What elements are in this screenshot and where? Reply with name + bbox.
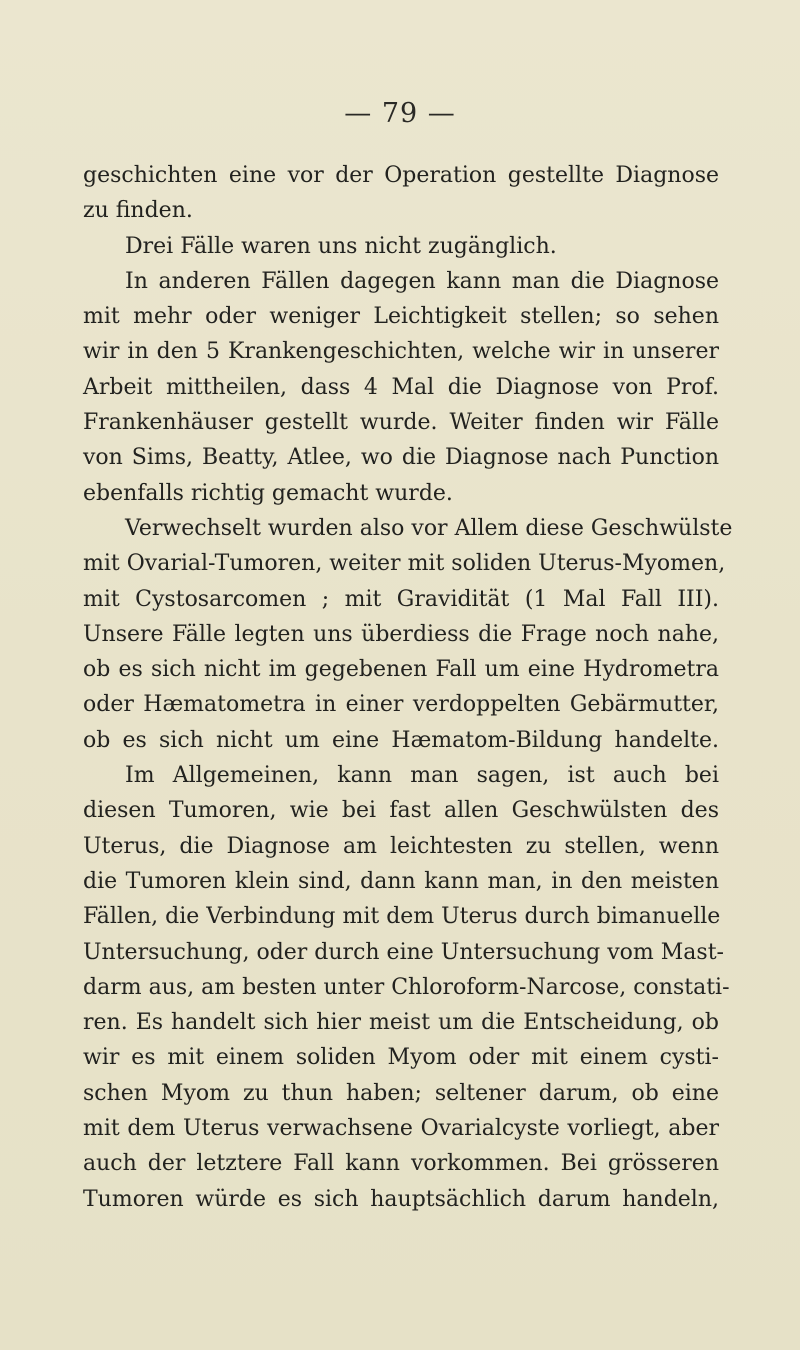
- text-line: Fällen, die Verbindung mit dem Uterus durch bimanuelle: [83, 904, 721, 930]
- text-line: ebenfalls richtig gemacht wurde.: [83, 480, 453, 506]
- text-line: schen Myom zu thun haben; seltener darum, ob eine: [83, 1080, 719, 1106]
- text-line: Unsere Fälle legten uns überdiess die Frage noch nahe,: [83, 621, 719, 647]
- text-line: zu finden.: [83, 198, 193, 224]
- text-line: Verwechselt wurden also vor Allem diese Geschwülste: [125, 515, 733, 541]
- text-line: mit Ovarial-Tumoren, weiter mit soliden Uterus-Myomen,: [83, 551, 726, 577]
- text-line: In anderen Fällen dagegen kann man die Diagnose: [125, 268, 719, 294]
- text-line: mit mehr oder weniger Leichtigkeit stellen; so sehen: [83, 304, 719, 330]
- text-line: Im Allgemeinen, kann man sagen, ist auch bei: [125, 763, 719, 789]
- text-line: auch der letztere Fall kann vorkommen. Bei grösseren: [83, 1151, 719, 1177]
- text-line: ren. Es handelt sich hier meist um die Entscheidung, ob: [83, 1010, 719, 1036]
- text-line: Tumoren würde es sich hauptsächlich darum handeln,: [83, 1186, 719, 1212]
- text-line: Uterus, die Diagnose am leichtesten zu stellen, wenn: [83, 833, 719, 859]
- text-line: von Sims, Beatty, Atlee, wo die Diagnose nach Punction: [83, 445, 719, 471]
- text-line: mit dem Uterus verwachsene Ovarialcyste vorliegt, aber: [83, 1116, 719, 1142]
- text-line: Frankenhäuser gestellt wurde. Weiter finden wir Fälle: [83, 410, 719, 436]
- text-line: geschichten eine vor der Operation gestellte Diagnose: [83, 163, 719, 188]
- text-line: diesen Tumoren, wie bei fast allen Geschwülsten des: [83, 798, 719, 824]
- text-line: darm aus, am besten unter Chloroform-Narcose, constati-: [83, 974, 730, 1000]
- body-text: [83, 158, 733, 1217]
- text-line: Untersuchung, oder durch eine Untersuchung vom Mast-: [83, 939, 724, 965]
- text-line: Drei Fälle waren uns nicht zugänglich.: [125, 233, 557, 259]
- text-line: ob es sich nicht im gegebenen Fall um eine Hydrometra: [83, 657, 719, 683]
- text-line: ob es sich nicht um eine Hæmatom-Bildung handelte.: [83, 727, 719, 753]
- text-line: wir in den 5 Krankengeschichten, welche wir in unserer: [83, 339, 719, 365]
- text-line: mit Cystosarcomen ; mit Gravidität (1 Mal Fall III).: [83, 586, 719, 612]
- text-line: oder Hæmatometra in einer verdoppelten Gebärmutter,: [83, 692, 719, 718]
- text-line: Arbeit mittheilen, dass 4 Mal die Diagnose von Prof.: [83, 374, 719, 400]
- text-line: die Tumoren klein sind, dann kann man, in den meisten: [83, 868, 719, 894]
- text-line: wir es mit einem soliden Myom oder mit einem cysti-: [83, 1045, 719, 1071]
- page-number: — 79 —: [344, 98, 456, 129]
